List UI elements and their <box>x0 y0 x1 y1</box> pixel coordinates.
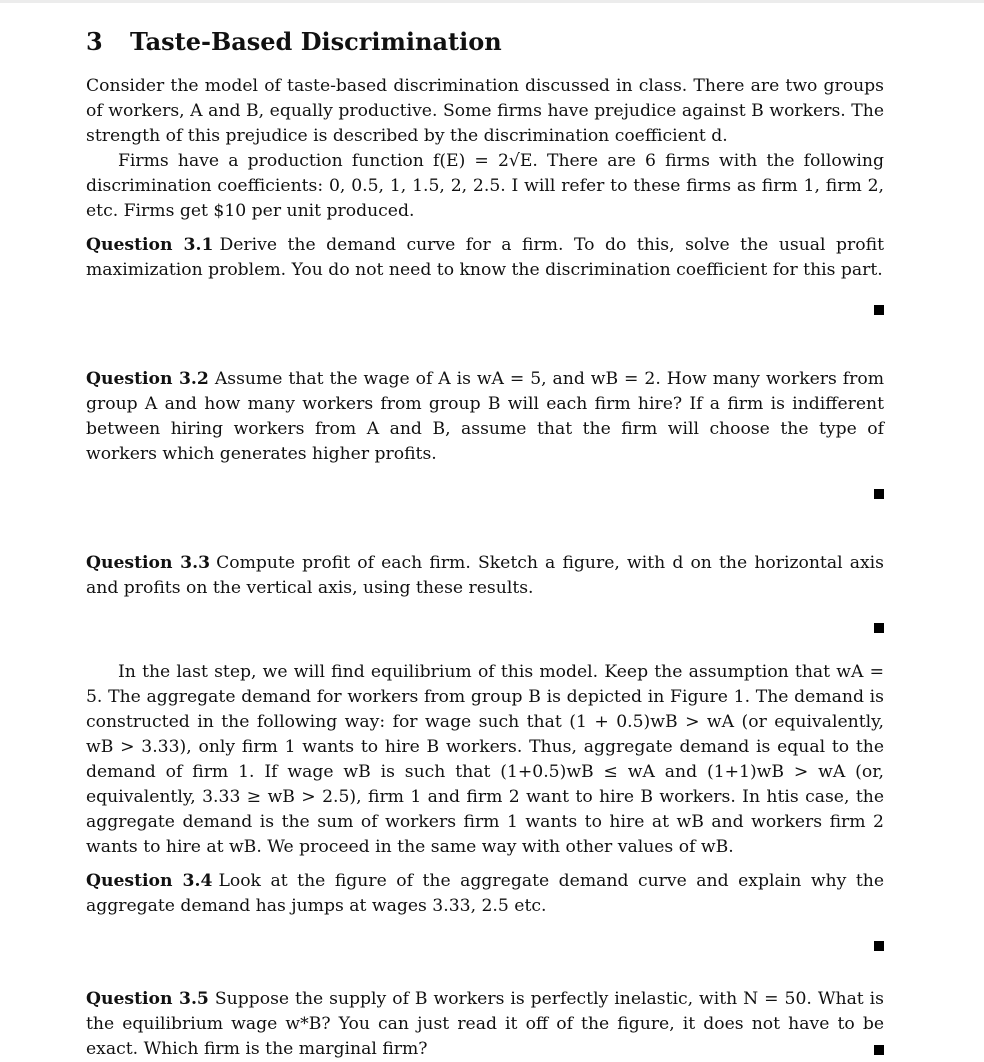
question-label: Question 3.3 <box>86 553 211 573</box>
document-page <box>86 26 884 1062</box>
question-text: Look at the figure of the aggregate demand curve and explain why the aggregate demand has jumps at wages 3.33, 2.5 etc. <box>86 871 884 916</box>
qed-square-icon <box>874 489 884 499</box>
question-label: Question 3.1 <box>86 235 214 255</box>
question-label: Question 3.5 <box>86 989 209 1009</box>
question-text: Assume that the wage of A is wA = 5, and wB = 2. How many workers from group A and how many workers from group B will each firm hire? If a firm is indifferent between hiring workers from A and B, assume that the firm will choose the type of workers which generates higher profits. <box>86 369 884 464</box>
question-3-1 <box>86 233 884 322</box>
intro-paragraph-1: Consider the model of taste-based discrimination discussed in class. There are two groups of workers, A and B, equally productive. Some firms have prejudice against B workers. The strength of this prejudice is described by the discrimination coefficient d. <box>86 76 884 146</box>
qed-square-icon <box>874 1045 884 1055</box>
question-3-2 <box>86 367 884 506</box>
question-label: Question 3.4 <box>86 871 213 891</box>
question-text: Compute profit of each firm. Sketch a figure, with d on the horizontal axis and profits on the vertical axis, using these results. <box>86 553 884 598</box>
qed-square-icon <box>874 305 884 315</box>
question-3-4 <box>86 869 884 958</box>
question-label: Question 3.2 <box>86 369 209 389</box>
question-text: Derive the demand curve for a firm. To do this, solve the usual profit maximization problem. You do not need to know the discrimination coefficient for this part. <box>86 235 884 280</box>
qed-square-icon <box>874 623 884 633</box>
section-title: Taste-Based Discrimination <box>130 27 502 56</box>
question-3-3 <box>86 551 884 640</box>
question-text: Suppose the supply of B workers is perfectly inelastic, with N = 50. What is the equilibrium wage w*B? You can just read it off of the figure, it does not have to be exact. Which firm is the marginal firm? <box>86 989 884 1059</box>
intro-paragraph-2: Firms have a production function f(E) = 2√E. There are 6 firms with the following discrimination coefficients: 0, 0.5, 1, 1.5, 2, 2.5. I will refer to these firms as firm 1, firm 2, etc. Firms get $10 per unit produced. <box>86 151 884 221</box>
section-number: 3 <box>86 27 103 56</box>
qed-square-icon <box>874 941 884 951</box>
question-3-5 <box>86 987 884 1062</box>
equilibrium-paragraph: In the last step, we will find equilibrium of this model. Keep the assumption that wA = 5. The aggregate demand for workers from group B is depicted in Figure 1. The demand is constructed in the following way: for wage such that (1 + 0.5)wB > wA (or equivalently, wB > 3.33), only firm 1 wants to hire B workers. Thus, aggregate demand is equal to the demand of firm 1. If wage wB is such that (1+0.5)wB ≤ wA and (1+1)wB > wA (or, equivalently, 3.33 ≥ wB > 2.5), firm 1 and firm 2 want to hire B workers. In htis case, the aggregate demand is the sum of workers firm 1 wants to hire at wB and workers firm 2 wants to hire at wB. We proceed in the same way with other values of wB. <box>86 662 884 857</box>
section-heading <box>86 26 884 58</box>
top-border <box>0 0 984 3</box>
